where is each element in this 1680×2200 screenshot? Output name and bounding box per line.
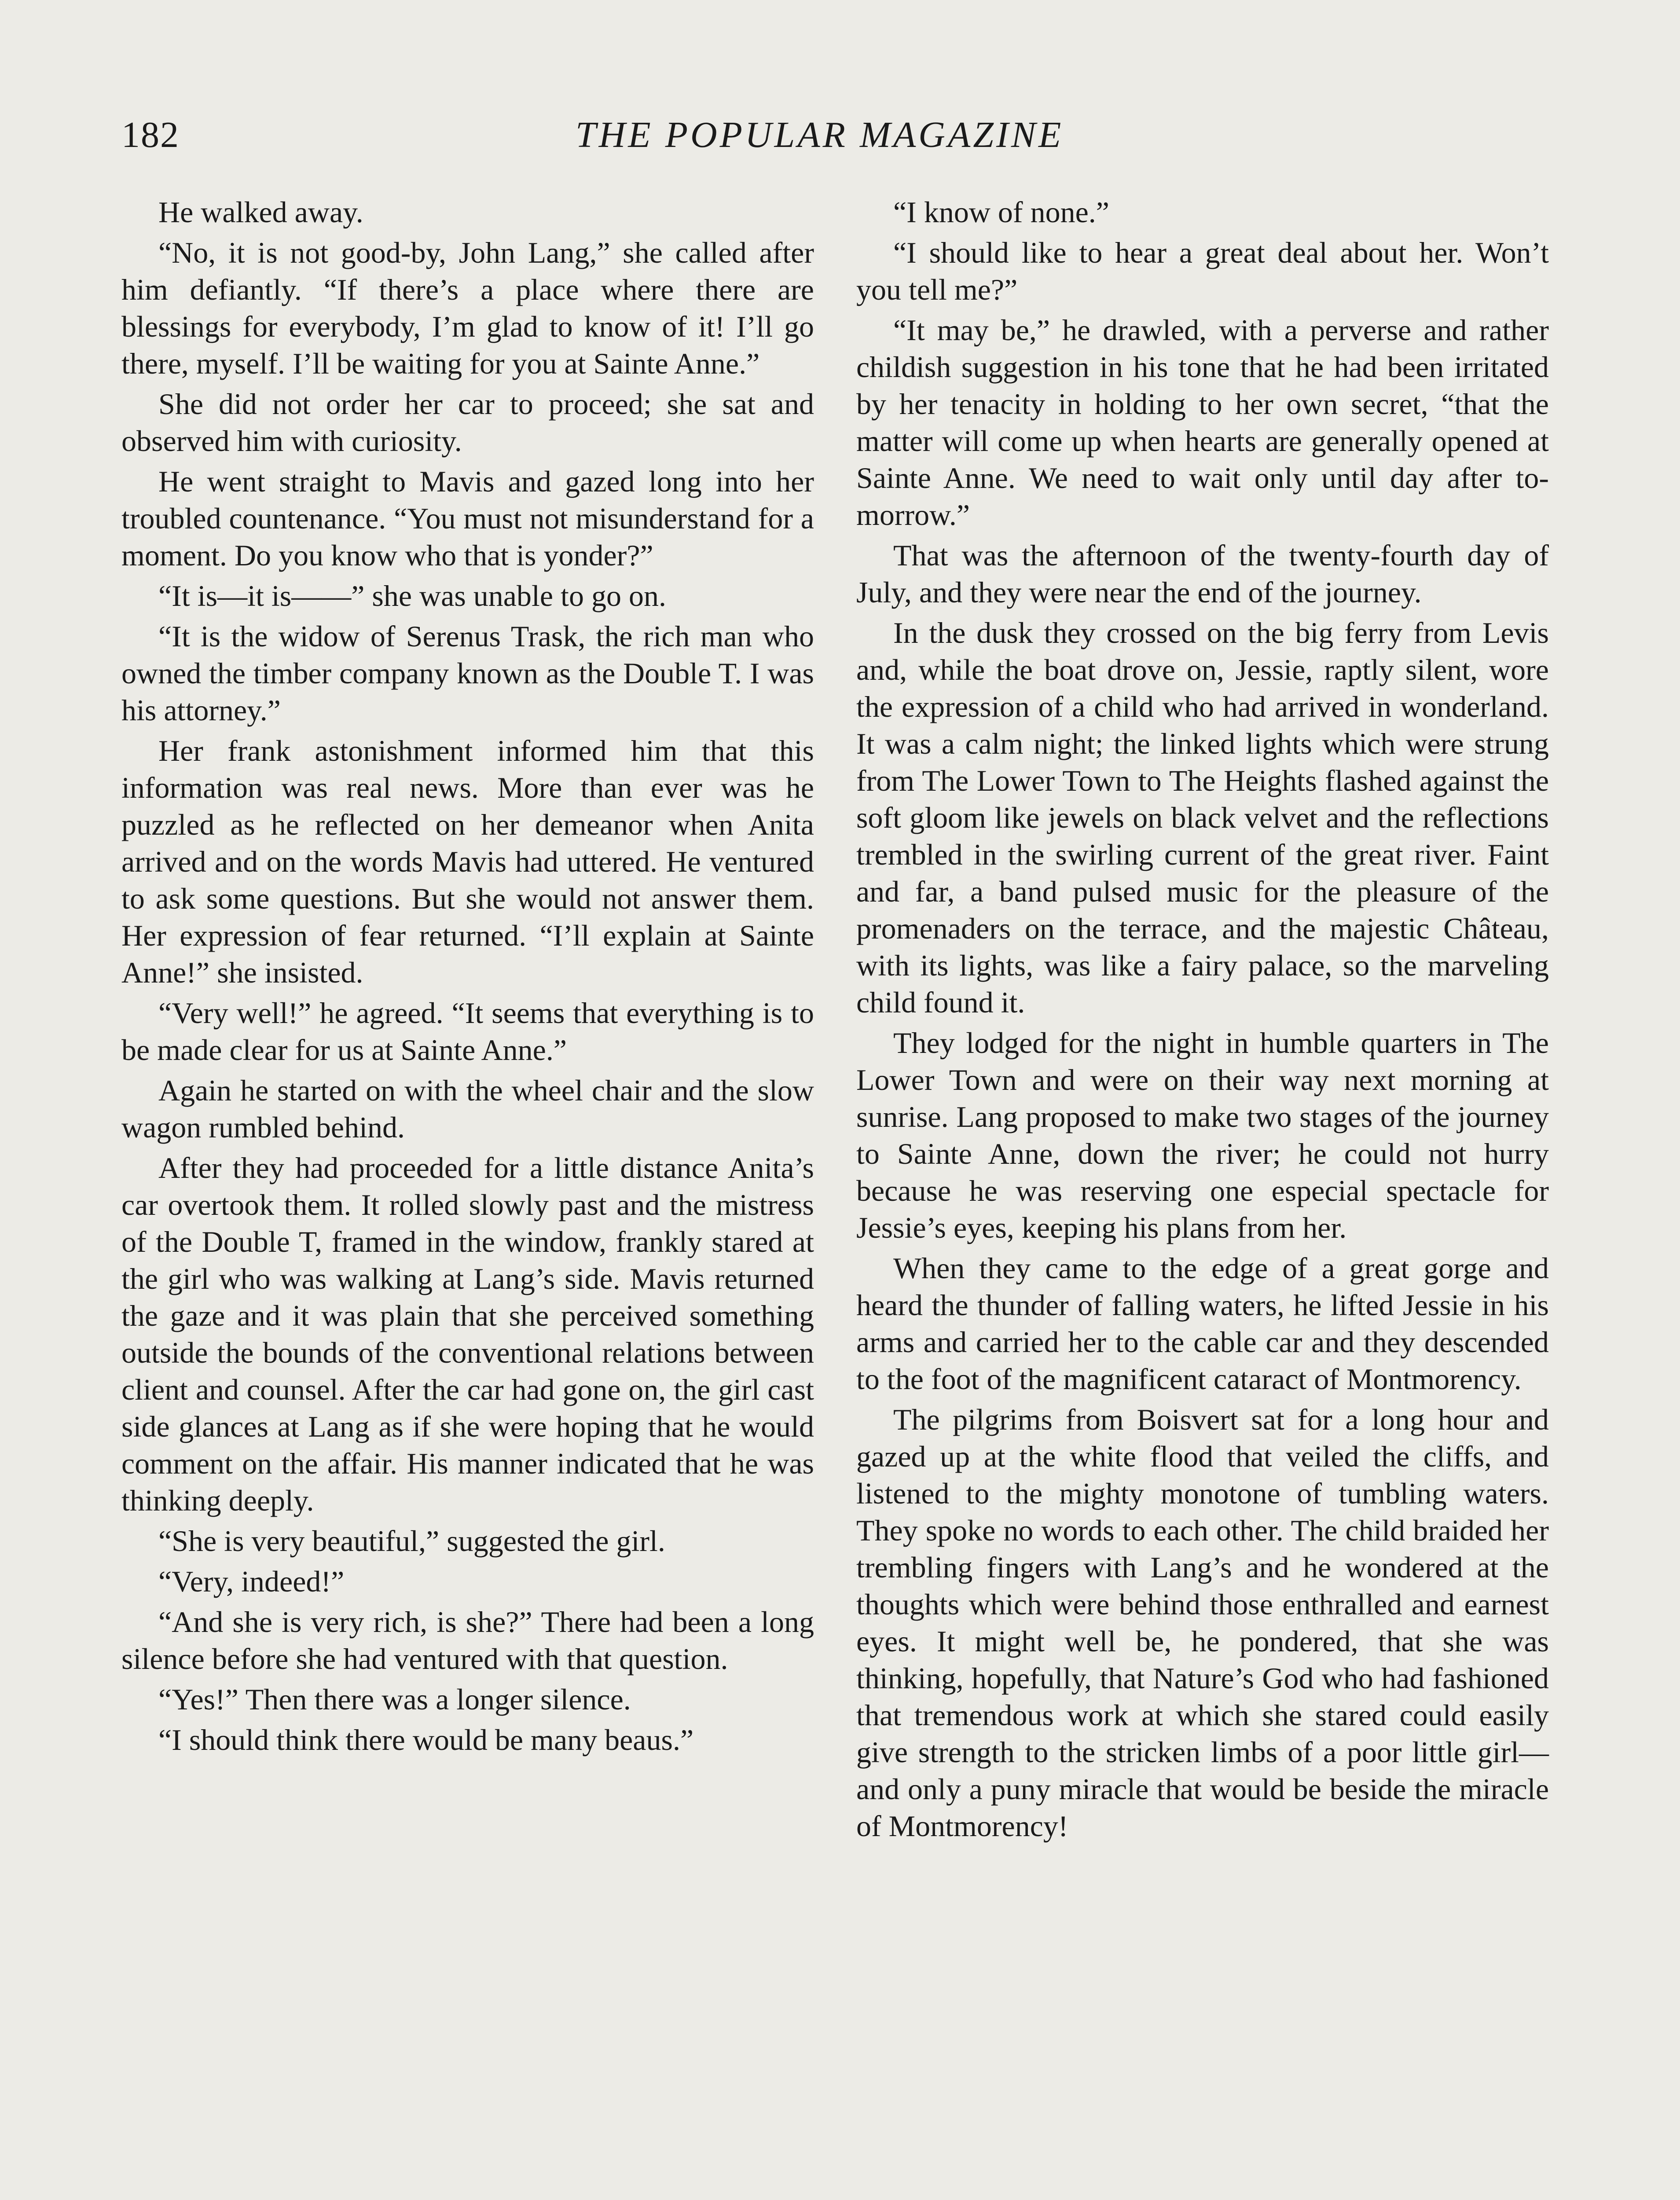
paragraph: “Yes!” Then there was a longer silence. (158, 1683, 631, 1716)
paragraph: “She is very beautiful,” suggested the girl. (158, 1524, 665, 1558)
paragraph: When they came to the edge of a great gorge and heard the thunder of falling waters, he lifted Jessie in his arms and carried her to the cable car and they descended to the foot of the magnificent cataract of Montmorency. (856, 1251, 1549, 1396)
paragraph: After they had proceeded for a little distance Anita’s car overtook them. It rolled slowly past and the mistress of the Double T, framed in the window, frankly stared at the girl who was walking at Lang’s side. Mavis returned the gaze and it was plain that she perceived something outside the bounds of the conventional relations between client and counsel. After the car had gone on, the girl cast side glances at Lang as if she were hoping that he would comment on the affair. His manner indicated that he was thinking deeply. (121, 1151, 814, 1517)
paragraph: “It may be,” he drawled, with a perverse and rather childish suggestion in his tone that he had been irritated by her tenacity in holding to her own secret, “that the matter will come up when hearts are generally opened at Sainte Anne. We need to wait only until day after to-morrow.” (856, 313, 1549, 532)
paragraph: “I should think there would be many beaus.” (158, 1723, 694, 1756)
paragraph: “Very, indeed!” (158, 1565, 345, 1598)
paragraph: “It is the widow of Serenus Trask, the rich man who owned the timber company known as the Double T. I was his attorney.” (121, 620, 814, 727)
page-number: 182 (121, 114, 180, 155)
paragraph: She did not order her car to proceed; she sat and observed him with curiosity. (121, 387, 814, 458)
paragraph: He went straight to Mavis and gazed long into her troubled countenance. “You must not misunderstand for a moment. Do you know who that is yonder?” (121, 465, 814, 572)
paragraph: “I should like to hear a great deal about her. Won’t you tell me?” (856, 236, 1549, 306)
paragraph: Her frank astonishment informed him that this information was real news. More than ever was he puzzled as he reflected on her demeanor when Anita arrived and on the words Mavis had uttered. He ventured to ask some questions. But she would not answer them. Her expression of fear returned. “I’ll explain at Sainte Anne!” she insisted. (121, 734, 814, 989)
paragraph: “Very well!” he agreed. “It seems that everything is to be made clear for us at Sainte Anne.” (121, 996, 814, 1067)
paragraph: They lodged for the night in humble quarters in The Lower Town and were on their way next morning at sunrise. Lang proposed to make two stages of the journey to Sainte Anne, down the river; he could not hurry because he was reserving one especial spectacle for Jessie’s eyes, keeping his plans from her. (856, 1026, 1549, 1244)
running-head: THE POPULAR MAGAZINE (576, 114, 1064, 155)
paragraph: The pilgrims from Boisvert sat for a long hour and gazed up at the white flood that veiled the cliffs, and listened to the mighty monotone of tumbling waters. They spoke no words to each other. The child braided her trembling fingers with Lang’s and he wondered at the thoughts which were behind those enthralled and earnest eyes. It might well be, he pondered, that she was thinking, hopefully, that Nature’s God who had fashioned that tremendous work at which she stared could easily give strength to the stricken limbs of a poor little girl—and only a puny miracle that would be beside the miracle of Montmorency! (856, 1403, 1549, 1843)
right-column (856, 194, 1549, 1848)
paragraph: “And she is very rich, is she?” There had been a long silence before she had ventured with that question. (121, 1605, 814, 1676)
paragraph: In the dusk they crossed on the big ferry from Levis and, while the boat drove on, Jessie, raptly silent, wore the expression of a child who had arrived in wonderland. It was a calm night; the linked lights which were strung from The Lower Town to The Heights flashed against the soft gloom like jewels on black velvet and the reflections trembled in the swirling current of the great river. Faint and far, a band pulsed music for the pleasure of the promenaders on the terrace, and the majestic Château, with its lights, was like a fairy palace, so the marveling child found it. (856, 616, 1549, 1019)
left-column (121, 194, 814, 1762)
paragraph: “No, it is not good-by, John Lang,” she called after him defiantly. “If there’s a place where there are blessings for everybody, I’m glad to know of it! I’ll go there, myself. I’ll be waiting for you at Sainte Anne.” (121, 236, 814, 380)
paragraph: He walked away. (158, 195, 363, 229)
paragraph: Again he started on with the wheel chair and the slow wagon rumbled behind. (121, 1074, 814, 1144)
paragraph: That was the afternoon of the twenty-fourth day of July, and they were near the end of the journey. (856, 539, 1549, 609)
paragraph: “I know of none.” (893, 195, 1109, 229)
paragraph: “It is—it is——” she was unable to go on. (158, 579, 666, 612)
